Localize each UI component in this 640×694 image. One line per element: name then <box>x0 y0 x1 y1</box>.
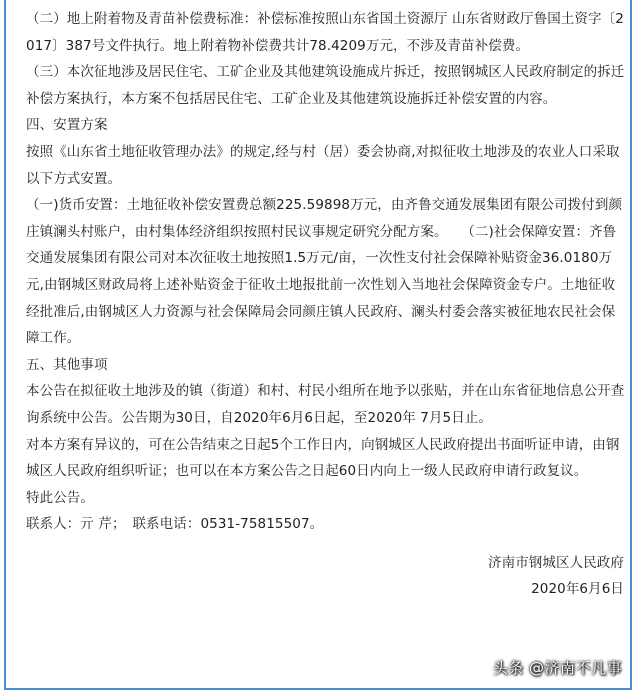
paragraph-monetary-social-security: （一)货币安置：土地征收补偿安置费总额225.59898万元，由齐鲁交通发展集团有限公司拨付到颜庄镇澜头村账户，由村集体经济组织按照村民议事规定研究分配方案。 （二)社会保障安置：齐鲁交通发展集团有限公司对本次征收土地按照1.5万元/亩，一次性支付社会保障补贴资金36.0180万元,由钢城区财政局将上述补贴资金于征收土地报批前一次性划入当地社会保障资金专户。土地征收经批准后,由钢城区人力资源与社会保障局会同颜庄镇人民政府、澜头村委会落实被征地农民社会保障工作。 <box>26 197 623 347</box>
paragraph-resettlement-intro: 按照《山东省土地征收管理办法》的规定,经与村（居）委会协商,对拟征收土地涉及的农业人口采取以下方式安置。 <box>26 143 620 187</box>
document-body <box>26 6 626 603</box>
paragraph-objection: 对本方案有异议的，可在公告结束之日起5个工作日内，向钢城区人民政府提出书面听证申请，由钢城区人民政府组织听证；也可以在本方案公告之日起60日内向上一级人民政府申请行政复议。 <box>26 436 620 480</box>
document-frame <box>4 0 632 690</box>
paragraph-compensation-standard: （二）地上附着物及青苗补偿费标准：补偿标准按照山东省国土资源厅 山东省财政厅鲁国土资字〔2017〕387号文件执行。地上附着物补偿费共计78.4209万元，不涉及青苗补偿费。 <box>26 11 624 54</box>
signature-agency: 济南市钢城区人民政府 <box>488 554 624 571</box>
signature-date: 2020年6月6日 <box>531 581 624 598</box>
section-heading-other-matters: 五、其他事项 <box>26 356 108 373</box>
paragraph-closing: 特此公告。 <box>26 489 94 506</box>
paragraph-announcement-period: 本公告在拟征收土地涉及的镇（街道）和村、村民小组所在地予以张贴，并在山东省征地信息公开查询系统中公告。公告期为30日，自2020年6月6日起，至2020年 7月5日止。 <box>26 383 625 426</box>
paragraph-contact: 联系人：亓 芹； 联系电话：0531-75815507。 <box>26 516 324 533</box>
watermark-text: 头条 @济南不凡事 <box>492 659 622 677</box>
section-heading-resettlement: 四、安置方案 <box>26 117 108 134</box>
paragraph-demolition: （三）本次征地涉及居民住宅、工矿企业及其他建筑设施成片拆迁，按照钢城区人民政府制定的拆迁补偿方案执行，本方案不包括居民住宅、工矿企业及其他建筑设施拆迁补偿安置的内容。 <box>26 64 625 107</box>
